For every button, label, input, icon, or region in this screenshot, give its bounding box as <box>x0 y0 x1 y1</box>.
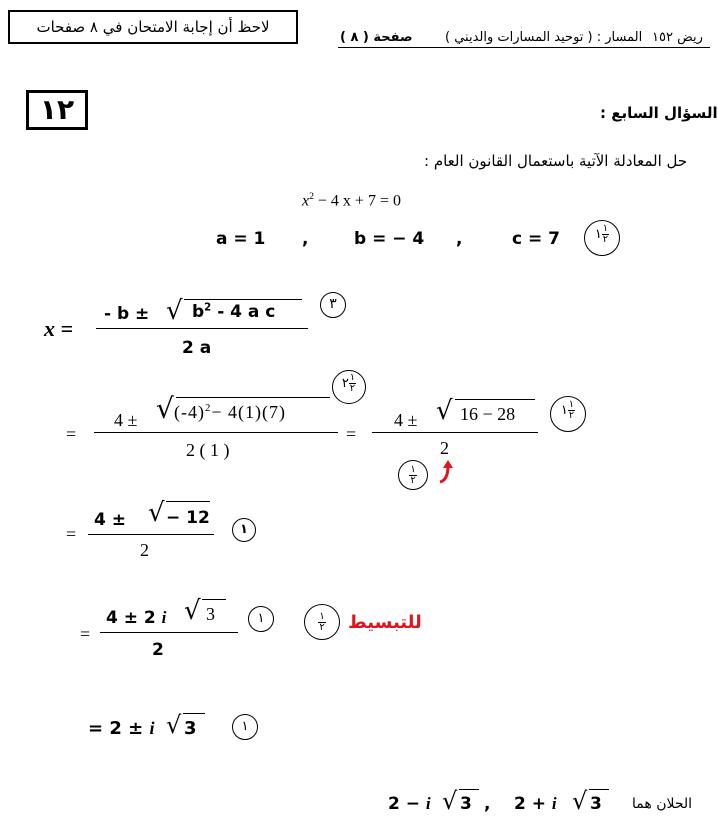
mark-circle-one-half-2 <box>550 396 586 432</box>
step1-radical-bar <box>176 397 330 398</box>
step2-fraction-bar <box>88 534 214 535</box>
red-arrow-icon <box>436 458 458 486</box>
step1-denominator: 2 ( 1 ) <box>186 440 230 460</box>
coef-comma-1: , <box>302 229 309 249</box>
step4-lhs <box>88 718 155 739</box>
formula-numerator-pre: - b ± <box>104 304 150 324</box>
step1-radical-sign: √ <box>156 392 174 425</box>
given-equation <box>302 191 401 210</box>
step3-denominator: 2 <box>152 640 164 660</box>
coef-c: c = 7 <box>512 229 560 249</box>
formula-exp: 2 <box>204 302 212 314</box>
mark-circle-one-b: ١ <box>248 606 274 632</box>
mark-num-3: ١ <box>568 399 575 410</box>
step1b-radical-bar <box>455 399 535 400</box>
question-number-box: ١٢ <box>26 90 88 130</box>
step4-radicand: 3 <box>184 718 197 739</box>
step4-i: i <box>149 718 155 738</box>
step1-numerator-pre: 4 ± <box>114 410 138 430</box>
mark-den-5: ٢ <box>319 622 325 633</box>
step2-radicand: − 12 <box>166 508 210 528</box>
header-rule <box>338 47 710 48</box>
step3-i: i <box>161 608 167 627</box>
mark-num-5: ١ <box>319 611 325 622</box>
mark-circle-one-c: ١ <box>232 714 258 740</box>
sol1-radicand: 3 <box>590 794 602 814</box>
formula-fraction-bar <box>96 328 308 329</box>
mark-circle-one-a: ١ <box>232 518 256 542</box>
solutions-label: الحلان هما <box>632 796 693 812</box>
mark-num-2: ١ <box>349 372 356 383</box>
course-code: ريض ١٥٢ <box>652 30 703 45</box>
step4-eq: = 2 ± <box>88 718 144 739</box>
mark-den-2: ٢ <box>349 383 356 394</box>
mark-den: ٢ <box>602 234 609 245</box>
step3-equals: = <box>80 624 91 644</box>
exam-pages-notice: لاحظ أن إجابة الامتحان في ٨ صفحات <box>8 10 298 44</box>
equation-exponent: 2 <box>309 191 314 202</box>
sol2-radical-bar <box>459 789 479 790</box>
step3-num-pre: 4 ± 2 <box>106 608 156 628</box>
formula-denominator: 2 a <box>182 338 212 358</box>
formula-radicand <box>192 302 275 322</box>
sol1-pre: 2 + <box>514 794 546 814</box>
sol1-radical-sign: √ <box>572 787 588 815</box>
step2-equals: = <box>66 524 77 544</box>
question-title: السؤال السابع : <box>600 104 718 122</box>
step3-radicand: 3 <box>206 604 215 624</box>
step1-exp: 2 <box>204 402 212 414</box>
mark-whole-3: ١ <box>560 403 568 418</box>
coef-a: a = 1 <box>216 229 266 249</box>
solution-minus <box>388 794 431 814</box>
sol2-i: i <box>425 794 431 813</box>
track-label: المسار : ( توحيد المسارات والديني ) <box>445 30 643 45</box>
step3-radical-sign: √ <box>184 596 201 626</box>
step1b-numerator-pre: 4 ± <box>394 410 418 430</box>
mark-whole: ١ <box>594 227 602 242</box>
sol1-radical-bar <box>589 789 609 790</box>
sol2-radicand: 3 <box>460 794 472 814</box>
equation-x: x <box>302 192 310 210</box>
mark-den-4: ٢ <box>410 475 416 486</box>
sol2-radical-sign: √ <box>442 787 458 815</box>
step1-equals-2: = <box>346 424 357 444</box>
formula-b: b <box>192 302 205 322</box>
formula-rest: - 4 a c <box>217 302 276 322</box>
mark-circle-three: ٣ <box>320 292 346 318</box>
simplify-note: للتبسيط <box>348 612 422 633</box>
formula-radical-sign: √ <box>166 296 183 326</box>
page-number: صفحة ( ٨ ) <box>340 30 413 45</box>
step2-radical-bar <box>166 501 210 502</box>
equation-rest: − 4 x + 7 = 0 <box>317 192 401 210</box>
step2-denominator: 2 <box>140 540 149 560</box>
step1-equals: = <box>66 424 77 444</box>
step3-fraction-bar <box>100 632 238 633</box>
step1b-fraction-bar <box>372 432 538 433</box>
mark-circle-one-half <box>584 220 620 256</box>
sol2-pre: 2 − <box>388 794 420 814</box>
mark-num-4: ١ <box>410 464 416 475</box>
coef-comma-2: , <box>456 229 463 249</box>
mark-circle-two-half <box>332 370 366 404</box>
solution-plus <box>514 794 557 814</box>
step4-radical-sign: √ <box>166 711 182 739</box>
step1-rad-b: − 4(1)(7) <box>211 402 287 422</box>
step1-fraction-bar <box>94 432 338 433</box>
step2-radical-sign: √ <box>148 498 165 528</box>
step1-rad-a: (-4) <box>174 402 205 422</box>
step2-numerator-pre: 4 ± <box>94 510 126 530</box>
question-prompt: حل المعادلة الآتية باستعمال القانون العام : <box>424 152 688 170</box>
sol1-i: i <box>551 794 557 813</box>
step1b-denominator: 2 <box>440 438 449 458</box>
step3-numerator <box>106 608 166 628</box>
formula-radical-bar <box>184 299 302 300</box>
mark-circle-half-2 <box>304 604 340 640</box>
formula-lhs-text: x = <box>44 316 74 341</box>
solution-separator: , <box>484 794 491 814</box>
mark-num: ١ <box>602 223 609 234</box>
mark-whole-2: ٢ <box>341 376 349 391</box>
step3-radical-bar <box>202 599 226 600</box>
step1-radicand <box>174 402 286 423</box>
step4-radical-bar <box>183 713 205 714</box>
formula-lhs <box>44 316 73 342</box>
step1b-radicand: 16 − 28 <box>460 404 516 424</box>
mark-den-3: ٢ <box>568 410 575 421</box>
coef-b: b = − 4 <box>354 229 425 249</box>
step1b-radical-sign: √ <box>436 396 453 426</box>
mark-circle-half <box>398 460 428 490</box>
